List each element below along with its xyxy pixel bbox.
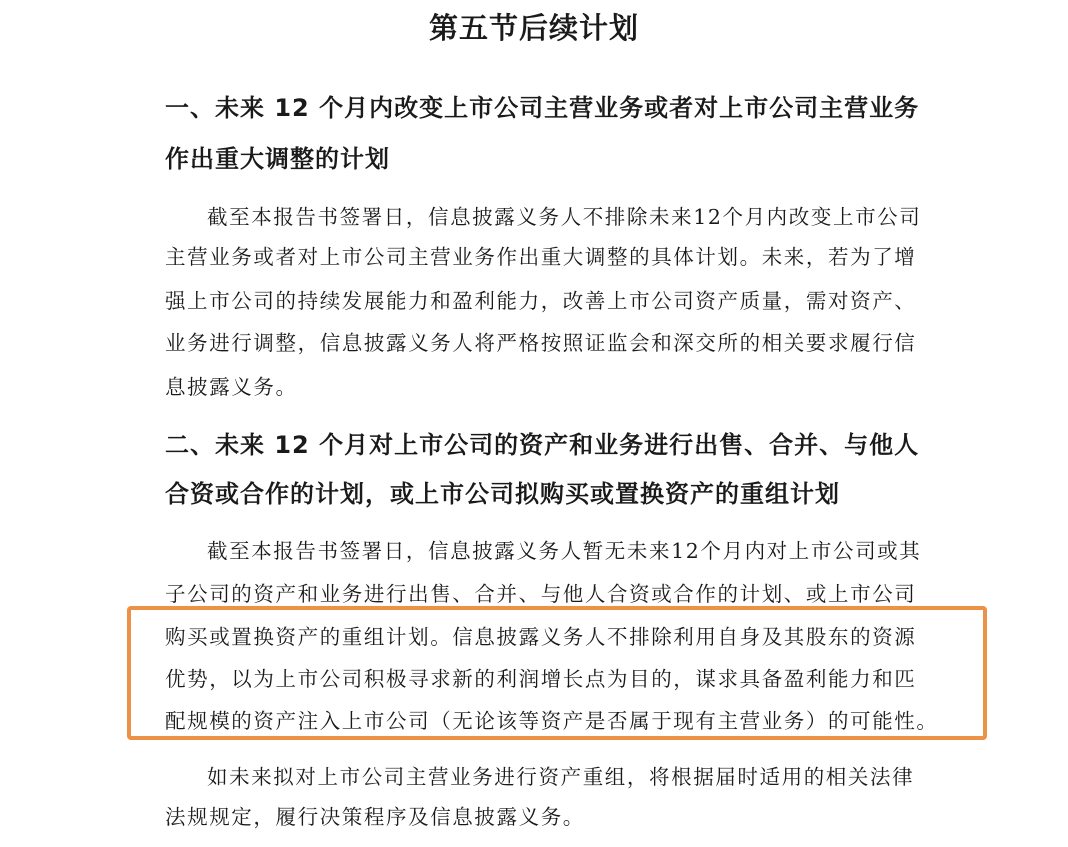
section1-heading-line-1: 一、未来 12 个月内改变上市公司主营业务或者对上市公司主营业务	[165, 94, 920, 122]
highlight-box	[127, 606, 987, 740]
section-title: 第五节后续计划	[428, 11, 639, 45]
section2-heading-line-1: 二、未来 12 个月对上市公司的资产和业务进行出售、合并、与他人	[165, 431, 920, 459]
section1-paragraph-line-2: 主营业务或者对上市公司主营业务作出重大调整的具体计划。未来，若为了增	[165, 245, 917, 269]
section2-paragraph2-line-1: 如未来拟对上市公司主营业务进行资产重组，将根据届时适用的相关法律	[207, 765, 915, 789]
section1-paragraph-line-1: 截至本报告书签署日，信息披露义务人不排除未来12个月内改变上市公司	[207, 205, 922, 229]
section1-paragraph-line-4: 业务进行调整，信息披露义务人将严格按照证监会和深交所的相关要求履行信	[165, 331, 917, 355]
section1-heading-line-2: 作出重大调整的计划	[165, 145, 390, 173]
section2-paragraph1-line-3: 购买或置换资产的重组计划。信息披露义务人不排除利用自身及其股东的资源	[165, 625, 917, 649]
section2-paragraph1-line-2: 子公司的资产和业务进行出售、合并、与他人合资或合作的计划、或上市公司	[165, 582, 917, 606]
section1-paragraph-line-3: 强上市公司的持续发展能力和盈利能力，改善上市公司资产质量，需对资产、	[165, 289, 917, 313]
section2-paragraph2-line-2: 法规规定，履行决策程序及信息披露义务。	[165, 805, 585, 829]
section2-paragraph1-line-4: 优势，以为上市公司积极寻求新的利润增长点为目的，谋求具备盈利能力和匹	[165, 667, 917, 691]
section2-heading-line-2: 合资或合作的计划，或上市公司拟购买或置换资产的重组计划	[165, 480, 840, 508]
section2-paragraph1-line-5: 配规模的资产注入上市公司（无论该等资产是否属于现有主营业务）的可能性。	[165, 709, 939, 733]
section1-paragraph-line-5: 息披露义务。	[165, 375, 298, 399]
section2-paragraph1-line-1: 截至本报告书签署日，信息披露义务人暂无未来12个月内对上市公司或其	[207, 539, 922, 563]
